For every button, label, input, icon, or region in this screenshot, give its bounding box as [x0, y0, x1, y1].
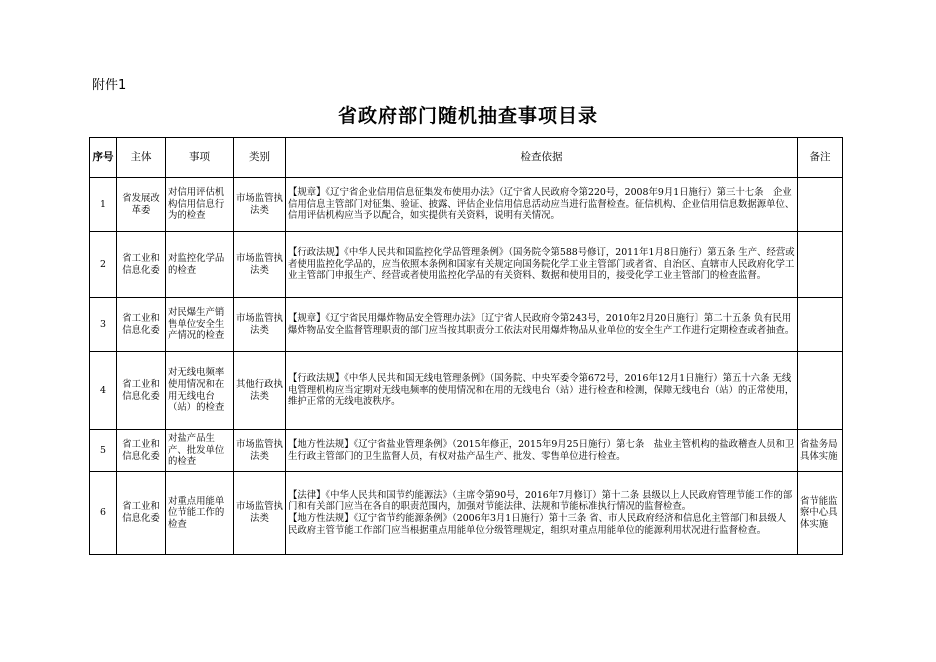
table-row [90, 232, 843, 298]
cell-subject: 省工业和信息化委 [117, 232, 166, 298]
basis-text: 【规章】《辽宁省民用爆炸物品安全管理办法》〔辽宁省人民政府令第243号，2010年2月20日施行〕第二十五条 负有民用爆炸物品安全监督管理职责的部门应当按其职责分工依法对民用爆炸物品从业单位的安全生产工作进行定期检查或者抽查。 [288, 312, 795, 336]
header-note: 备注 [798, 138, 843, 178]
cell-seq: 1 [90, 178, 117, 232]
basis-text: 【行政法规】《中华人民共和国监控化学品管理条例》（国务院令第588号修订，2011年1月8日施行）第五条 生产、经营或者使用监控化学品的，应当依照本条例和国家有关规定向国务院化学工业主管部门或者省、自治区、直辖市人民政府化学工业主管部门申报生产、经营或者使用监控化学品的有关资料、数据和使用目的，接受化学工业主管部门的检查监督。 [288, 247, 795, 282]
cell-category: 市场监管执法类 [234, 430, 286, 472]
table-row [90, 298, 843, 352]
cell-basis [286, 472, 798, 555]
cell-basis [286, 352, 798, 430]
header-item: 事项 [166, 138, 234, 178]
cell-note [798, 352, 843, 430]
inspection-catalog-table [89, 137, 843, 555]
cell-category: 市场监管执法类 [234, 472, 286, 555]
cell-category: 市场监管执法类 [234, 232, 286, 298]
cell-subject: 省工业和信息化委 [117, 298, 166, 352]
cell-item: 对信用评估机构信用信息行为的检查 [166, 178, 234, 232]
cell-seq: 6 [90, 472, 117, 555]
table-row [90, 472, 843, 555]
cell-note [798, 178, 843, 232]
basis-text: 【法律】《中华人民共和国节约能源法》（主席令第90号，2016年7月修订）第十二条 县级以上人民政府管理节能工作的部门和有关部门应当在各自的职责范围内，加强对节能法律、法规和节能标准执行情况的监督检查。 [288, 489, 793, 513]
table-row [90, 430, 843, 472]
cell-category: 市场监管执法类 [234, 178, 286, 232]
cell-item: 对民爆生产销售单位安全生产情况的检查 [166, 298, 234, 352]
header-seq: 序号 [90, 138, 117, 178]
cell-seq: 3 [90, 298, 117, 352]
cell-seq: 4 [90, 352, 117, 430]
cell-subject: 省工业和信息化委 [117, 472, 166, 555]
cell-item: 对盐产品生产、批发单位的检查 [166, 430, 234, 472]
cell-seq: 5 [90, 430, 117, 472]
cell-item: 对重点用能单位节能工作的检查 [166, 472, 234, 555]
header-category: 类别 [234, 138, 286, 178]
cell-subject: 省发展改革委 [117, 178, 166, 232]
cell-basis [286, 430, 798, 472]
table-row [90, 352, 843, 430]
table-header-row [90, 138, 843, 178]
cell-note: 省盐务局具体实施 [798, 430, 843, 472]
basis-text: 【行政法规】《中华人民共和国无线电管理条例》（国务院、中央军委令第672号，2016年12月1日施行）第五十六条 无线电管理机构应当定期对无线电频率的使用情况和在用的无线电台（站）进行检查和检测，保障无线电台（站）的正常使用，维护正常的无线电波秩序。 [288, 373, 795, 408]
document-title: 省政府部门随机抽查事项目录 [337, 105, 598, 127]
basis-text: 【规章】《辽宁省企业信用信息征集发布使用办法》（辽宁省人民政府令第220号，2008年9月1日施行）第三十七条 企业信用信息主管部门对征集、验证、披露、评估企业信用信息活动应当进行监督检查。征信机构、企业信用信息数据源单位、信用评估机构应当予以配合，如实提供有关资料，说明有关情况。 [288, 187, 795, 222]
cell-note: 省节能监察中心具体实施 [798, 472, 843, 555]
header-basis: 检查依据 [286, 138, 798, 178]
cell-note [798, 232, 843, 298]
cell-category: 市场监管执法类 [234, 298, 286, 352]
cell-subject: 省工业和信息化委 [117, 352, 166, 430]
basis-text: 【地方性法规】《辽宁省盐业管理条例》（2015年修正，2015年9月25日施行）第七条 盐业主管机构的盐政稽查人员和卫生行政主管部门的卫生监督人员，有权对盐产品生产、批发、零售单位进行检查。 [288, 438, 795, 462]
cell-category: 其他行政执法类 [234, 352, 286, 430]
basis-text: 【地方性法规】《辽宁省节约能源条例》（2006年3月1日施行）第十三条 省、市人民政府经济和信息化主管部门和县级人民政府主管节能工作部门应当根据重点用能单位分级管理规定，组织对重点用能单位的能源利用状况进行监督检查。 [288, 513, 787, 536]
cell-basis [286, 232, 798, 298]
header-subject: 主体 [117, 138, 166, 178]
cell-basis [286, 178, 798, 232]
attachment-label: 附件1 [92, 78, 127, 93]
cell-seq: 2 [90, 232, 117, 298]
cell-item: 对监控化学品的检查 [166, 232, 234, 298]
table-row [90, 178, 843, 232]
cell-basis [286, 298, 798, 352]
cell-item: 对无线电频率使用情况和在用无线电台（站）的检查 [166, 352, 234, 430]
cell-subject: 省工业和信息化委 [117, 430, 166, 472]
cell-note [798, 298, 843, 352]
